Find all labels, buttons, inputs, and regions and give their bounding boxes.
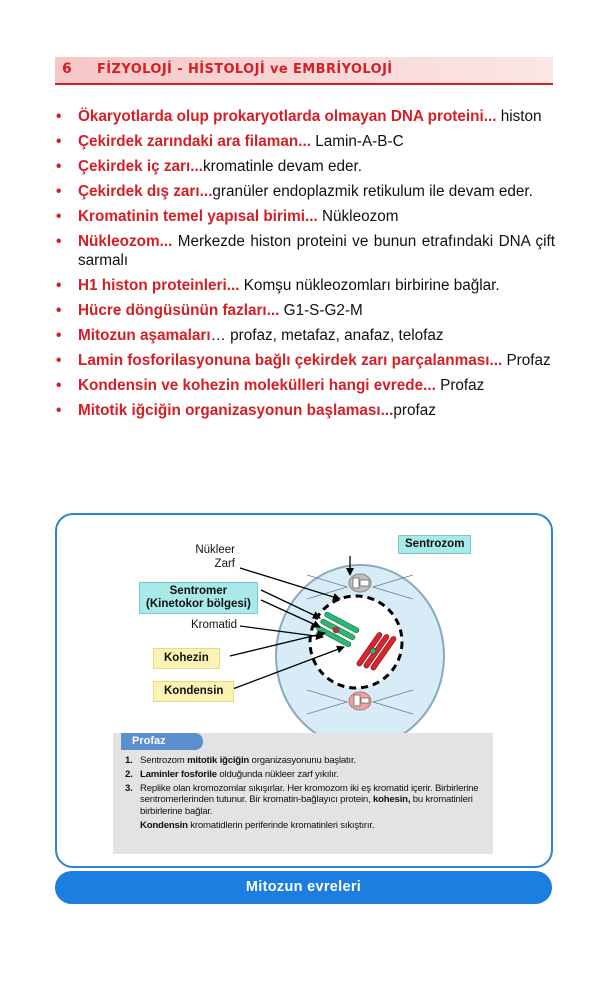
info-list	[123, 755, 486, 832]
list-item: • Kromatinin temel yapısal birimi... Nükleozom	[56, 208, 399, 225]
list-item: • Çekirdek iç zarı...kromatinle devam eder.	[56, 158, 362, 175]
page-number: 6	[62, 61, 72, 77]
info-extra: Kondensin kromatidlerin periferinde kromatinleri sıkıştırır.	[140, 819, 375, 831]
chapter-title: FİZYOLOJİ - HİSTOLOJİ ve EMBRİYOLOJİ	[97, 62, 393, 77]
fact-list	[55, 107, 555, 426]
list-item: • H1 histon proteinleri... Komşu nükleozomları birbirine bağlar.	[56, 277, 500, 294]
label-centrosome: Sentrozom	[398, 535, 471, 554]
list-item: • Ökaryotlarda olup prokaryotlarda olmayan DNA proteini... histon	[56, 108, 542, 125]
info-item: 3. Replike olan kromozomlar sıkışırlar. Her kromozom iki eş kromatid içerir. Birbirlerine sentromerlerinden tutunur. Bir kromatin-bağlayıcı protein, kohesin, bu kromatinleri birbirlerine bağlar.	[125, 782, 479, 818]
list-item: • Hücre döngüsünün fazları... G1-S-G2-M	[56, 302, 363, 319]
prophase-info-box	[113, 733, 493, 854]
label-chromatid: Kromatid	[190, 619, 237, 631]
info-item: 2. Laminler fosforile olduğunda nükleer zarf yıkılır.	[125, 768, 339, 780]
page-header	[55, 57, 553, 85]
centrosome-top	[349, 574, 371, 592]
label-cohesin: Kohezin	[153, 648, 220, 669]
list-item: • Mitozun aşamaları… profaz, metafaz, anafaz, telofaz	[56, 327, 444, 344]
section-footer-banner: Mitozun evreleri	[55, 871, 552, 904]
list-item: • Lamin fosforilasyonuna bağlı çekirdek zarı parçalanması... Profaz	[56, 352, 551, 369]
label-centromere: Sentromer (Kinetokor bölgesi)	[139, 582, 258, 614]
label-nuclear-envelope: Nükleer Zarf	[195, 544, 235, 570]
label-condensin: Kondensin	[153, 681, 234, 702]
info-item: 1. Sentrozom mitotik iğciğin organizasyonunu başlatır.	[125, 755, 356, 766]
phase-badge: Profaz	[121, 733, 203, 750]
list-item: • Çekirdek dış zarı...granüler endoplazmik retikulum ile devam eder.	[56, 183, 533, 200]
list-item: • Çekirdek zarındaki ara filaman... Lamin-A-B-C	[56, 133, 404, 150]
list-item: • Mitotik iğciğin organizasyonun başlaması...profaz	[56, 402, 436, 419]
list-item: • Kondensin ve kohezin molekülleri hangi evrede... Profaz	[56, 377, 485, 394]
list-item: • Nükleozom... Merkezde histon proteini ve bunun etrafındaki DNA çift sarmalı	[56, 233, 555, 269]
centrosome-bottom	[349, 692, 371, 710]
